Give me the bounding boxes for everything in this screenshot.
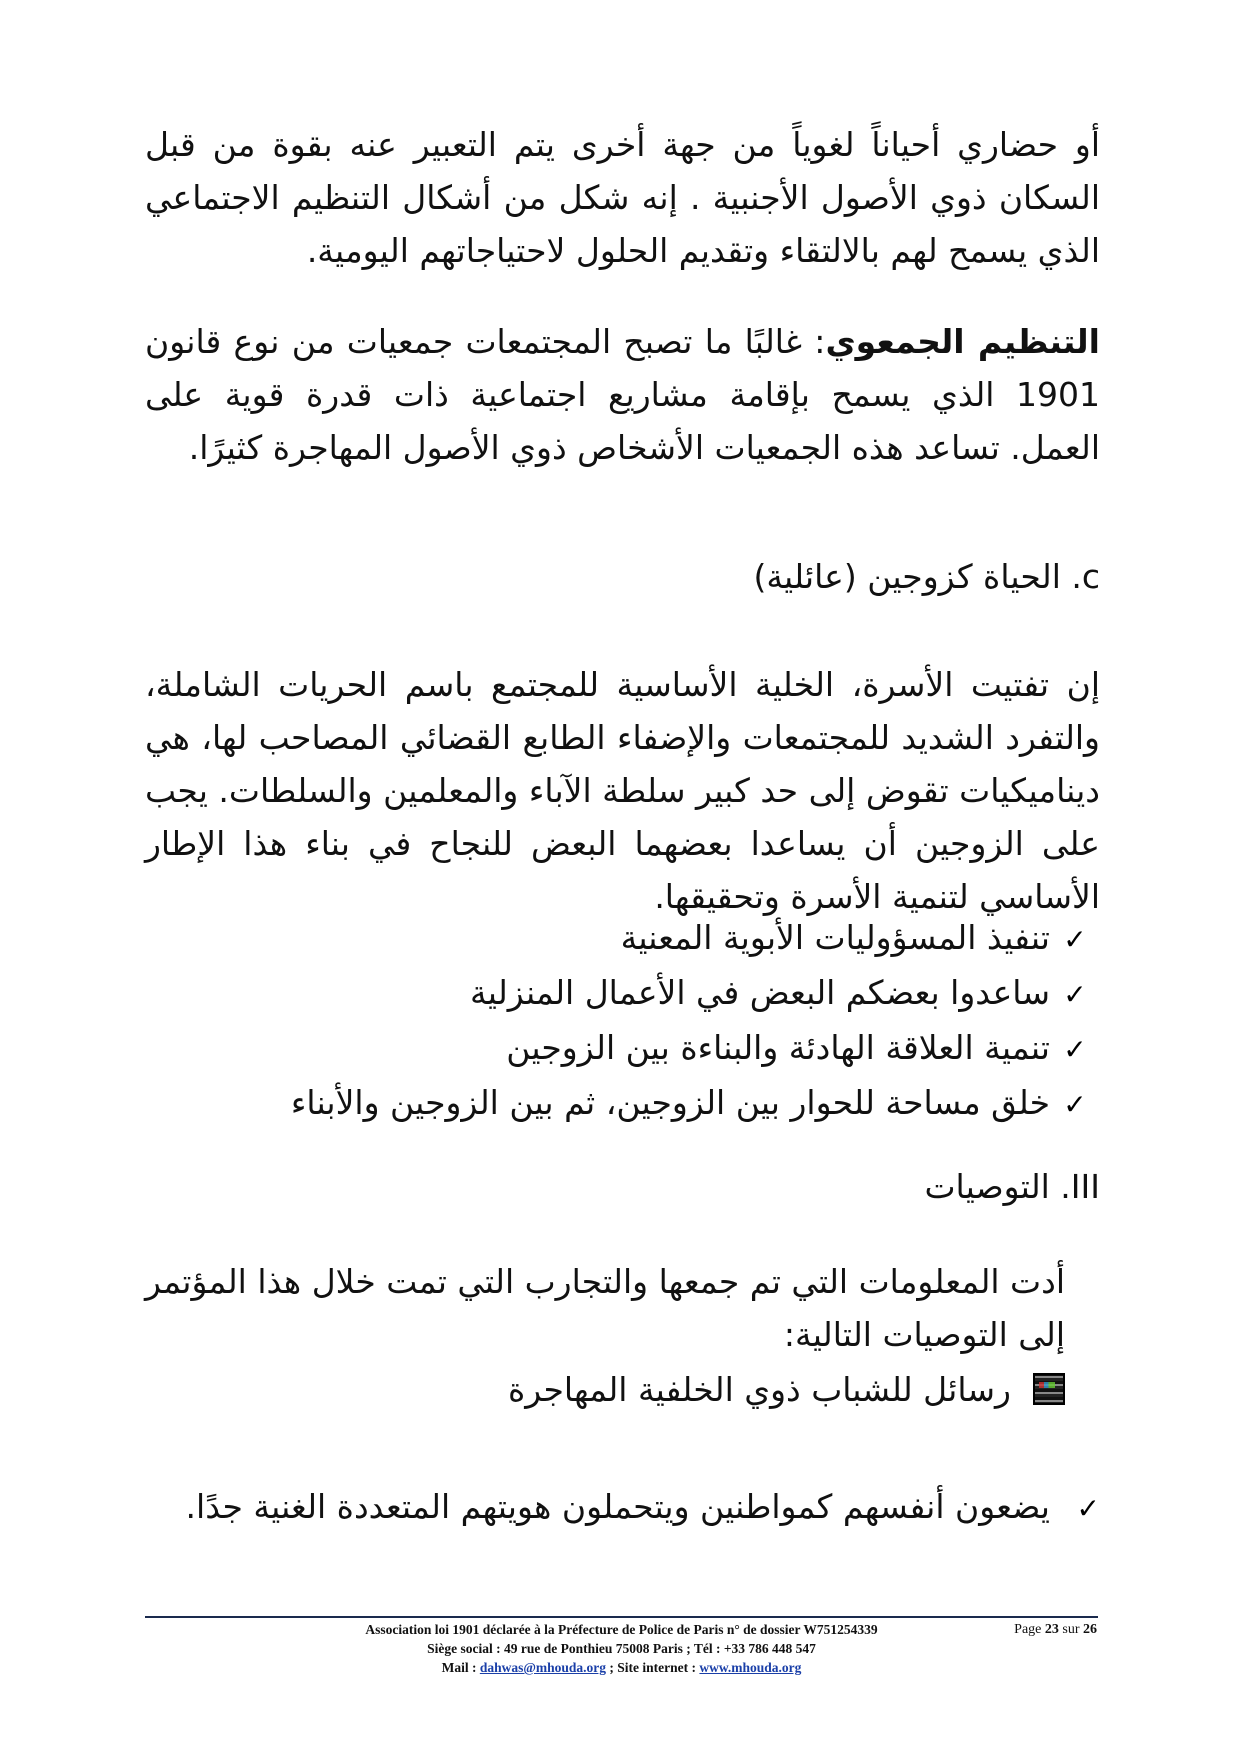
paragraph-term-text: : غالبًا ما تصبح المجتمعات جمعيات من نوع قانون 1901 الذي يسمح بإقامة مشاريع اجتماعية ذات قدرة قوية على العمل. تساعد هذه الجمعيات الأشخاص ذوي الأصول المهاجرة كثيرًا.	[145, 322, 1100, 467]
section-heading-c: c. الحياة كزوجين (عائلية)	[753, 557, 1100, 596]
checkmark-icon: ✓	[1063, 1033, 1087, 1066]
list-item	[291, 911, 1100, 966]
check-bullet-paragraph	[145, 1480, 1100, 1535]
list-item	[291, 966, 1100, 1021]
list-item-text: خلق مساحة للحوار بين الزوجين، ثم بين الزوجين والأبناء	[290, 1083, 1050, 1122]
page-current: 23	[1044, 1622, 1059, 1637]
footer-association-line: Association loi 1901 déclarée à la Préfecture de Police de Paris n° de dossier W751254339	[365, 1622, 878, 1637]
paragraph-term: التنظيم الجمعوي	[825, 322, 1100, 361]
footer-contact-line	[145, 1658, 1098, 1677]
list-item-text: تنمية العلاقة الهادئة والبناءة بين الزوجين	[506, 1028, 1050, 1067]
footer-site-label: ; Site internet :	[606, 1660, 700, 1675]
website-link[interactable]: www.mhouda.org	[699, 1660, 802, 1675]
list-item-text: تنفيذ المسؤوليات الأبوية المعنية	[620, 918, 1050, 957]
footer-mail-label: Mail :	[441, 1660, 480, 1675]
square-bullet-item	[145, 1363, 1065, 1416]
checkmark-icon: ✓	[1063, 1088, 1087, 1121]
section-heading-iii: III. التوصيات	[924, 1167, 1100, 1206]
footer-address-line: Siège social : 49 rue de Ponthieu 75008 Paris ; Tél : +33 786 448 547	[427, 1641, 816, 1656]
page-total: 26	[1083, 1622, 1097, 1637]
paragraph-associative-organization	[145, 315, 1100, 474]
square-bullet-text: رسائل للشباب ذوي الخلفية المهاجرة	[508, 1370, 1011, 1409]
paragraph-recommendations-intro: أدت المعلومات التي تم جمعها والتجارب التي تمت خلال هذا المؤتمر إلى التوصيات التالية:	[145, 1262, 1065, 1354]
page-number	[995, 1620, 1097, 1639]
check-bullet-text: يضعون أنفسهم كمواطنين ويتحملون هويتهم المتعددة الغنية جدًا.	[185, 1487, 1050, 1526]
checkmark-icon: ✓	[1063, 923, 1087, 956]
footer-divider	[145, 1616, 1098, 1618]
page-label: Page	[1014, 1622, 1042, 1637]
pixelated-square-bullet-icon	[1033, 1373, 1065, 1405]
paragraph-family: إن تفتيت الأسرة، الخلية الأساسية للمجتمع باسم الحريات الشاملة، والتفرد الشديد للمجتمعات والإضفاء الطابع القضائي المصاحب لها، هي ديناميكيات تقوض إلى حد كبير سلطة الآباء والمعلمين والسلطات. يجب على الزوجين أن يساعدا بعضهما البعض للنجاح في بناء هذا الإطار الأساسي لتنمية الأسرة وتحقيقها.	[145, 665, 1100, 916]
list-item	[291, 1076, 1100, 1131]
family-bullet-list	[291, 911, 1100, 1131]
checkmark-icon: ✓	[1076, 1492, 1100, 1525]
list-item-text: ساعدوا بعضكم البعض في الأعمال المنزلية	[470, 973, 1050, 1012]
page-separator: sur	[1062, 1622, 1080, 1637]
list-item	[291, 1021, 1100, 1076]
footer	[145, 1620, 1098, 1677]
email-link[interactable]: dahwas@mhouda.org	[479, 1660, 607, 1675]
paragraph-cultural-organization: أو حضاري أحياناً لغوياً من جهة أخرى يتم التعبير عنه بقوة من قبل السكان ذوي الأصول الأجنبية . إنه شكل من أشكال التنظيم الاجتماعي الذي يسمح لهم بالالتقاء وتقديم الحلول لاحتياجاتهم اليومية.	[145, 125, 1100, 270]
checkmark-icon: ✓	[1063, 978, 1087, 1011]
